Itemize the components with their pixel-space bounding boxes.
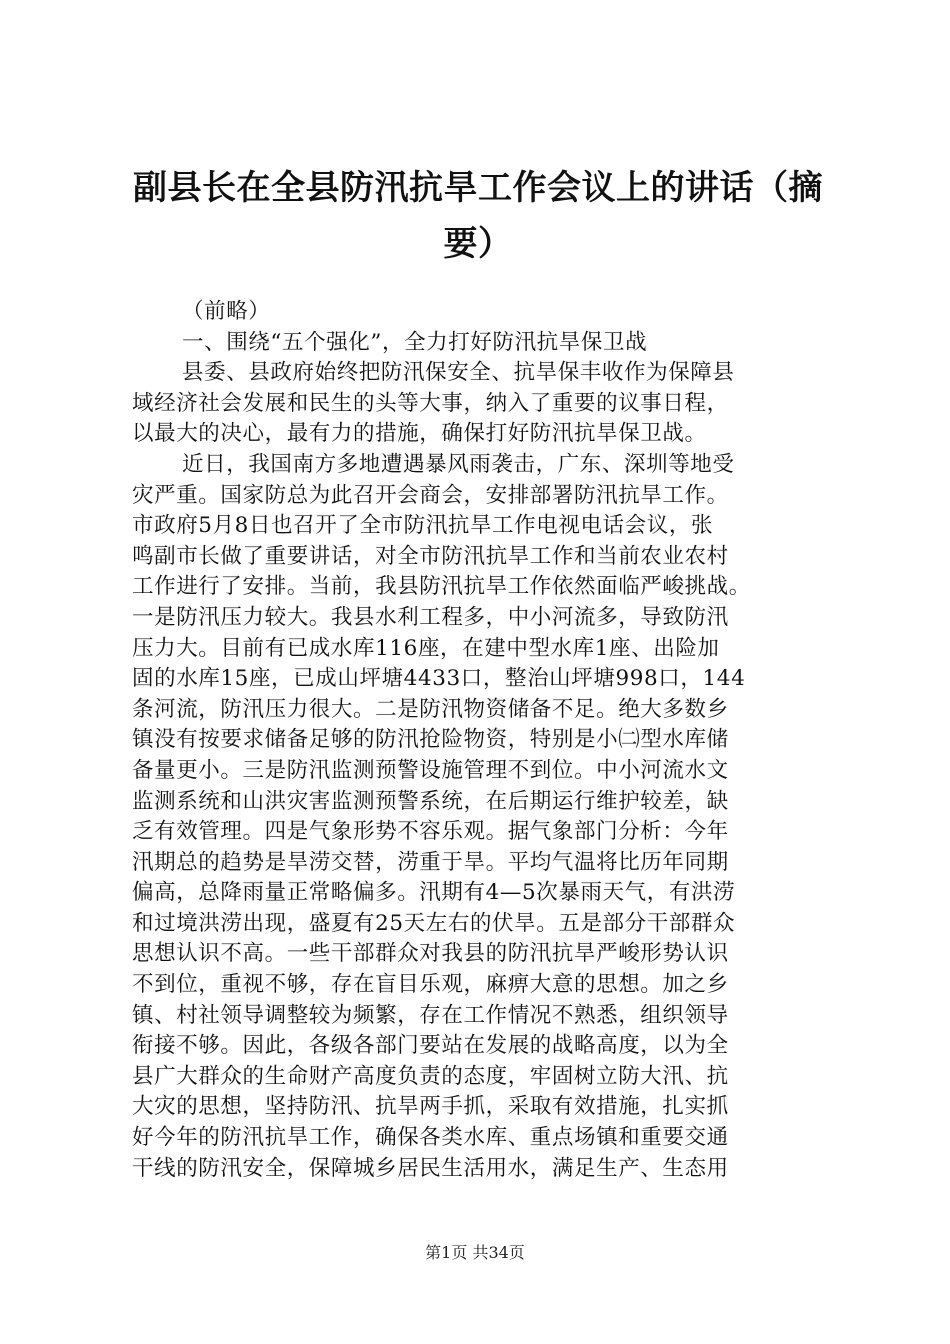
- body-line: 思想认识不高。一些干部群众对我县的防汛抗旱严峻形势认识: [132, 941, 729, 967]
- body-line: 大灾的思想，坚持防汛、抗旱两手抓，采取有效措施，扎实抓: [132, 1094, 729, 1120]
- body-line: 备量更小。三是防汛监测预警设施管理不到位。中小河流水文: [132, 757, 729, 783]
- title-line-2: 要）: [443, 224, 513, 264]
- body-line: 县委、县政府始终把防汛保安全、抗旱保丰收作为保障县: [182, 360, 735, 386]
- body-line: （前略）: [182, 299, 271, 324]
- title-line-1: 副县长在全县防汛抗旱工作会议上的讲话（摘: [133, 168, 823, 208]
- body-line: 不到位，重视不够，存在盲目乐观，麻痹大意的思想。加之乡: [132, 972, 729, 998]
- body-line: 镇、村社领导调整较为频繁，存在工作情况不熟悉，组织领导: [132, 1002, 729, 1028]
- body-line: 和过境洪涝出现，盛夏有25天左右的伏旱。五是部分干部群众: [132, 910, 736, 936]
- body-line: 域经济社会发展和民生的头等大事，纳入了重要的议事日程，: [132, 390, 729, 416]
- body-line: 鸣副市长做了重要讲话，对全市防汛抗旱工作和当前农业农村: [132, 543, 729, 569]
- body-line: 乏有效管理。四是气象形势不容乐观。据气象部门分析：今年: [132, 819, 729, 845]
- body-line: 条河流，防汛压力很大。二是防汛物资储备不足。绝大多数乡: [132, 696, 729, 722]
- body-line: 一是防汛压力较大。我县水利工程多，中小河流多，导致防汛: [132, 604, 729, 630]
- body-line: 灾严重。国家防总为此召开会商会，安排部署防汛抗旱工作。: [132, 482, 729, 508]
- document-title: [128, 160, 828, 272]
- section-heading: 一、围绕“五个强化”，全力打好防汛抗旱保卫战: [182, 329, 648, 355]
- page-number-footer: 第1页 共34页: [425, 1243, 525, 1262]
- body-line: 近日，我国南方多地遭遇暴风雨袭击，广东、深圳等地受: [182, 451, 735, 477]
- body-line: 干线的防汛安全，保障城乡居民生活用水，满足生产、生态用: [132, 1155, 729, 1181]
- body-line: 偏高，总降雨量正常略偏多。汛期有4—5次暴雨天气，有洪涝: [132, 880, 736, 906]
- body-line: 工作进行了安排。当前，我县防汛抗旱工作依然面临严峻挑战。: [132, 574, 751, 600]
- body-line: 压力大。目前有已成水库116座，在建中型水库1座、出险加: [132, 635, 720, 661]
- body-line: 县广大群众的生命财产高度负责的态度，牢固树立防大汛、抗: [132, 1063, 729, 1089]
- body-line: 监测系统和山洪灾害监测预警系统，在后期运行维护较差，缺: [132, 788, 729, 814]
- body-line: 市政府5月8日也召开了全市防汛抗旱工作电视电话会议，张: [132, 513, 714, 539]
- body-line: 镇没有按要求储备足够的防汛抢险物资，特别是小㈡型水库储: [132, 727, 729, 753]
- body-line: 汛期总的趋势是旱涝交替，涝重于旱。平均气温将比历年同期: [132, 849, 729, 875]
- body-line: 衔接不够。因此，各级各部门要站在发展的战略高度，以为全: [132, 1033, 729, 1059]
- body-line: 固的水库15座，已成山坪塘4433口，整治山坪塘998口，144: [132, 666, 746, 692]
- document-body: [132, 297, 832, 1184]
- body-line: 以最大的决心，最有力的措施，确保打好防汛抗旱保卫战。: [132, 421, 707, 447]
- body-line: 好今年的防汛抗旱工作，确保各类水库、重点场镇和重要交通: [132, 1125, 729, 1151]
